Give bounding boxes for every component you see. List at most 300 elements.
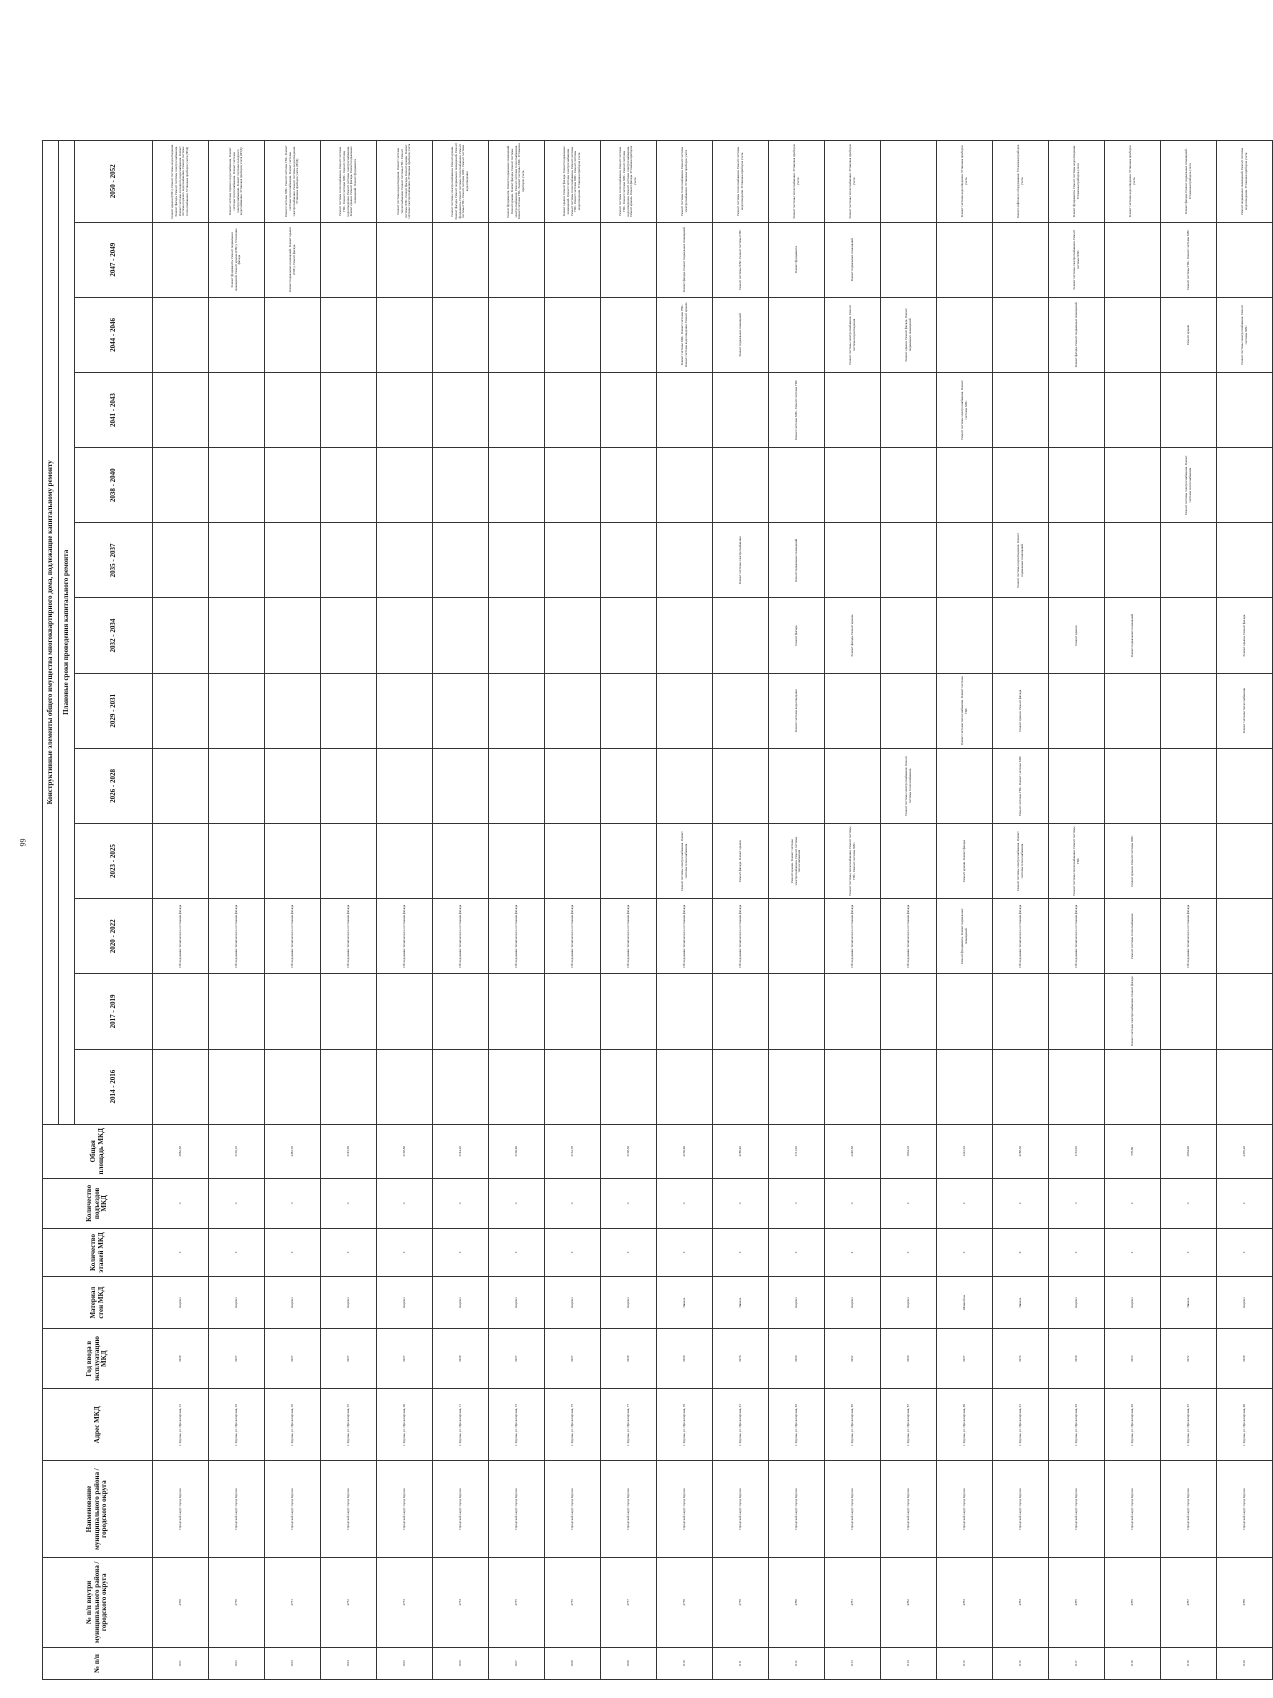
cell-year: 1968 [433,1329,489,1389]
cell-year: 1959 [1049,1329,1105,1389]
cell-works: Ремонт системы электроснабжения. Ремонт системы ХВС [1217,297,1273,372]
cell-works [1217,974,1273,1049]
cell-works [321,974,377,1049]
cell-works [209,448,265,523]
cell-year: 1968 [601,1329,657,1389]
cell-works [1049,974,1105,1049]
cell-works: Ремонт системы электроснабжения. Ремонт системы теплоснабжения [1161,448,1217,523]
cell-works [377,222,433,297]
cell-works: Обследование технического состояния фасада [153,899,209,974]
cell-entrances: 2 [937,1178,993,1228]
cell-works [1105,523,1161,598]
cell-sub: 4778 [657,1557,713,1647]
cell-works [153,1049,209,1124]
cell-works [489,222,545,297]
cell-floors: 2 [1105,1228,1161,1276]
table-row [1049,141,1105,1680]
cell-wall: Кирпич [321,1277,377,1329]
cell-works [1049,673,1105,748]
cell-sub: 4770 [209,1557,265,1647]
cell-works [321,297,377,372]
cell-works: Ремонт системы электроснабжения. Ремонт системы теплоснабжения [657,824,713,899]
cell-floors: 5 [209,1228,265,1276]
table-row [657,141,713,1680]
cell-num: 1108 [545,1647,601,1679]
cell-works [1161,673,1217,748]
cell-works: Ремонт подвальных помещений. Ремонт крыши (РПС). Ремонт фасада [265,222,321,297]
cell-works [377,673,433,748]
header-num: № п/п [43,1647,153,1679]
cell-address: г. Курган, ул. Пролетарская, 77 [601,1389,657,1461]
cell-works: Ремонт крыши. Ремонт фасада. Ремонт подвальных помещений. Ремонт системы электроснабжения. Ремонт системы теплоснабжения. Ремонт системы ГВС. Ремонт системы ХВС. Ремонт системы водоотведения. Установка приборов учета [545,141,601,223]
cell-num: 1109 [601,1647,657,1679]
cell-year: 1953 [1105,1329,1161,1389]
cell-wall: Кирпич [1217,1277,1273,1329]
cell-works [1049,748,1105,823]
cell-works [153,372,209,447]
cell-works [881,824,937,899]
cell-works [209,824,265,899]
table-body [153,141,1273,1680]
cell-works [433,598,489,673]
period-header: 2035 - 2037 [75,523,153,598]
cell-works [321,448,377,523]
cell-floors: 5 [545,1228,601,1276]
cell-works: Обследование технического состояния фасада [433,899,489,974]
cell-works [825,748,881,823]
header-entrances: Количество подъездов МКД [43,1178,153,1228]
cell-wall: Кирпич [825,1277,881,1329]
cell-works: Обследование технического состояния фасада [713,899,769,974]
cell-floors: 3 [1049,1228,1105,1276]
cell-entrances: 4 [601,1178,657,1228]
cell-works [1217,1049,1273,1124]
cell-district: Городской округ город Курган [377,1461,433,1557]
cell-works: Ремонт системы теплоснабжения. Ремонт системы ГВС. Ремонт системы ХВС [825,824,881,899]
cell-address: г. Курган, ул. Пролетарская, 73 [489,1389,545,1461]
cell-works: Обследование технического состояния фасада [881,899,937,974]
cell-works: Ремонт фундамента. Ремонт подвальных помещений. Ремонт крыши (РПС). Утепление фасада [209,222,265,297]
cell-floors: 9 [993,1228,1049,1276]
cell-wall: Кирпич [153,1277,209,1329]
period-header: 2032 - 2034 [75,598,153,673]
cell-district: Городской округ город Курган [545,1461,601,1557]
cell-wall: Кирпич [601,1277,657,1329]
cell-num: 1101 [153,1647,209,1679]
cell-works [657,1049,713,1124]
cell-works [433,448,489,523]
cell-address: г. Курган, ул. Пролетарская, 69 [377,1389,433,1461]
cell-works [489,297,545,372]
cell-wall: Шлакоблок [937,1277,993,1329]
period-header: 2050 - 2052 [75,141,153,223]
cell-area: 1711,60 [769,1124,825,1178]
cell-works: Ремонт системы теплоснабжения. Ремонт системы водоотведения. Установка приборов учета [713,141,769,223]
cell-district: Городской округ город Курган [657,1461,713,1557]
cell-works: Ремонт фасада. Ремонт крыши [713,824,769,899]
cell-wall: Кирпич [1049,1277,1105,1329]
cell-works: Ремонт подвальных помещений. Ремонт системы водоотведения. Установка приборов учета [1217,141,1273,223]
cell-address: г. Курган, ул. Пролетарская, 65 [265,1389,321,1461]
table-row [937,141,993,1680]
cell-address: г. Курган, ул. Пролетарская, 89 [937,1389,993,1461]
cell-district: Городской округ город Курган [1105,1461,1161,1557]
cell-num: 1118 [1105,1647,1161,1679]
cell-works: Ремонт системы водоотведения. Установка приборов учета [937,141,993,223]
cell-works [1217,824,1273,899]
cell-area: 3160,90 [489,1124,545,1178]
cell-works [545,297,601,372]
cell-entrances: 4 [1161,1178,1217,1228]
cell-entrances: 4 [377,1178,433,1228]
cell-district: Городской округ город Курган [153,1461,209,1557]
cell-works [1161,1049,1217,1124]
cell-district: Городской округ город Курган [433,1461,489,1557]
cell-works: Ремонт системы водоотведения. Установка приборов учета [1105,141,1161,223]
cell-works [321,598,377,673]
cell-works [769,748,825,823]
cell-floors: 5 [601,1228,657,1276]
cell-works: Ремонт фундамента [769,222,825,297]
cell-district: Городской округ город Курган [321,1461,377,1557]
cell-works [209,748,265,823]
cell-works [1049,1049,1105,1124]
cell-address: г. Курган, ул. Пролетарская, 87 [881,1389,937,1461]
cell-works: Ремонт крыши (РПС). Ремонт системы водоотведения. Ремонт фасада. Ремонт системы электроснабжения. Ремонт системы холодного водоснабжения. Ремонт системы горячего водоснабжения. Ремонт системы теплоснабжения. Установка приборов учета (ПУД) [153,141,209,223]
cell-area: 4188,30 [993,1124,1049,1178]
cell-works [937,598,993,673]
cell-year: 1967 [209,1329,265,1389]
cell-works [433,372,489,447]
cell-works [209,1049,265,1124]
cell-works: Ремонт крыши [1161,297,1217,372]
cell-works [1217,372,1273,447]
cell-works [321,1049,377,1124]
cell-works [545,673,601,748]
cell-works [265,372,321,447]
cell-works: Ремонт системы водоотведения. Ремонт системы теплоснабжения. Ремонт системы ГВС. Ремонт системы ХВС. Ремонт фасада. Ремонт крыши. Ремонт системы электроснабжения. Установка приборов учета [377,141,433,223]
table-row [1161,141,1217,1680]
period-header: 2029 - 2031 [75,673,153,748]
period-header: 2017 - 2019 [75,974,153,1049]
cell-address: г. Курган, ул. Пролетарская, 75 [545,1389,601,1461]
cell-works [489,523,545,598]
capital-repair-table-page [42,140,1248,1680]
header-sub-num: № п/п внутри муниципального района / городского округа [43,1557,153,1647]
cell-sub: 4772 [321,1557,377,1647]
cell-works [377,598,433,673]
table-row [769,141,825,1680]
header-wall: Материал стен МКД [43,1277,153,1329]
cell-floors: 5 [489,1228,545,1276]
cell-works [1161,523,1217,598]
cell-year: 1967 [545,1329,601,1389]
cell-works [937,222,993,297]
cell-floors: 3 [769,1228,825,1276]
cell-works [881,673,937,748]
period-header: 2038 - 2040 [75,448,153,523]
cell-works: Ремонт системы ГВС. Ремонт системы ХВС [993,748,1049,823]
cell-works [545,974,601,1049]
cell-address: г. Курган, ул. Пролетарская, 91 [993,1389,1049,1461]
cell-entrances: 3 [1049,1178,1105,1228]
table-row [1105,141,1161,1680]
cell-district: Городской округ город Курган [601,1461,657,1557]
cell-entrances: 2 [1217,1178,1273,1228]
cell-floors: 5 [713,1228,769,1276]
cell-year: 1967 [265,1329,321,1389]
cell-entrances: 3 [265,1178,321,1228]
cell-works [545,598,601,673]
cell-district: Городской округ город Курган [1217,1461,1273,1557]
cell-floors: 5 [1217,1228,1273,1276]
cell-address: г. Курган, ул. Пролетарская, 99 [1217,1389,1273,1461]
cell-works [321,523,377,598]
cell-works [1217,748,1273,823]
cell-wall: Панель [657,1277,713,1329]
cell-works [601,673,657,748]
cell-works [209,297,265,372]
cell-works [1161,598,1217,673]
cell-works [209,673,265,748]
cell-entrances: 4 [713,1178,769,1228]
cell-works [1105,1049,1161,1124]
cell-works [825,673,881,748]
cell-entrances: 4 [433,1178,489,1228]
cell-works [265,673,321,748]
cell-floors: 5 [153,1228,209,1276]
cell-works [265,448,321,523]
cell-works [1105,297,1161,372]
cell-num: 1114 [881,1647,937,1679]
cell-district: Городской округ город Курган [489,1461,545,1557]
cell-works: Ремонт крыши [1049,598,1105,673]
cell-works: Ремонт подвальных помещений [825,222,881,297]
cell-floors: 5 [377,1228,433,1276]
cell-works: Ремонт крыши. Ремонт системы ХВС [1105,824,1161,899]
cell-works [489,824,545,899]
cell-district: Городской округ город Курган [825,1461,881,1557]
cell-works [881,598,937,673]
cell-works [545,448,601,523]
cell-works [881,523,937,598]
cell-works [265,1049,321,1124]
cell-works [489,974,545,1049]
cell-works: Обследование технического состояния фасада [545,899,601,974]
cell-entrances: 2 [881,1178,937,1228]
cell-works [881,974,937,1049]
cell-year: 1967 [377,1329,433,1389]
cell-district: Городской округ город Курган [881,1461,937,1557]
cell-works: Ремонт фасада. Ремонт подвальных помещений [657,222,713,297]
cell-district: Городской округ город Курган [713,1461,769,1557]
cell-works [1105,748,1161,823]
cell-works: Ремонт системы электроснабжения. Ремонт системы ХВС [937,372,993,447]
cell-works: Ремонт крыши. Ремонт фасада [993,673,1049,748]
cell-year: 1962 [825,1329,881,1389]
cell-area: 3138,30 [601,1124,657,1178]
cell-works [601,297,657,372]
cell-works [377,372,433,447]
cell-works: Ремонт фасада. Ремонт крыши [825,598,881,673]
cell-works: Ремонт подвальных помещений [1105,598,1161,673]
cell-works [489,372,545,447]
cell-address: г. Курган, ул. Пролетарская, 61 [153,1389,209,1461]
cell-works [1161,748,1217,823]
cell-area: 2248,50 [825,1124,881,1178]
cell-sub: 4776 [545,1557,601,1647]
cell-area: 3152,70 [545,1124,601,1178]
cell-entrances: 2 [1105,1178,1161,1228]
cell-works: Ремонт системы теплоснабжения. Ремонт системы ГВС [1049,824,1105,899]
table-row [377,141,433,1680]
cell-works [489,673,545,748]
cell-sub: 4783 [937,1557,993,1647]
table-row [601,141,657,1680]
cell-address: г. Курган, ул. Пролетарская, 97 [1161,1389,1217,1461]
cell-works: Ремонт системы ХВС. Ремонт системы ГВС. Ремонт системы теплоснабжения. Ремонт системы электроснабжения. Ремонт системы водоотведения. Установка приборов учета (ПУД) [265,141,321,223]
cell-area: 1222,10 [937,1124,993,1178]
cell-works [209,372,265,447]
cell-entrances: 3 [769,1178,825,1228]
cell-works: Ремонт лифтового оборудования. Установка приборов учета [993,141,1049,223]
cell-entrances: 4 [545,1178,601,1228]
cell-works [937,974,993,1049]
header-elements: Конструктивные элементы общего имущества многоквартирного дома, подлежащие капитальному ремонту [43,141,59,1125]
cell-works: Обследование технического состояния фасада [209,899,265,974]
cell-wall: Кирпич [769,1277,825,1329]
cell-works [993,598,1049,673]
cell-floors: 5 [1161,1228,1217,1276]
header-planned-periods: Плановые сроки проведения капитального ремонта [59,141,75,1125]
cell-wall: Кирпич [545,1277,601,1329]
cell-works: Обследование технического состояния фасада [657,899,713,974]
cell-works [937,448,993,523]
cell-year: 1967 [489,1329,545,1389]
cell-address: г. Курган, ул. Пролетарская, 81 [713,1389,769,1461]
cell-sub: 4781 [825,1557,881,1647]
table-row [321,141,377,1680]
cell-works [769,974,825,1049]
cell-district: Городской округ город Курган [993,1461,1049,1557]
cell-area: 2483,70 [265,1124,321,1178]
cell-year: 1967 [321,1329,377,1389]
cell-works [153,598,209,673]
cell-works [825,448,881,523]
cell-year: 1957 [937,1329,993,1389]
cell-works: Ремонт крыши. Ремонт фасада [1217,598,1273,673]
header-year: Год ввода в эксплуатацию МКД [43,1329,153,1389]
cell-works [601,824,657,899]
cell-works [209,598,265,673]
cell-num: 1117 [1049,1647,1105,1679]
cell-works [377,448,433,523]
cell-works [881,222,937,297]
cell-works [601,748,657,823]
cell-works: Обследование технического состояния фасада [1161,899,1217,974]
cell-area: 1064,10 [881,1124,937,1178]
cell-num: 1105 [377,1647,433,1679]
cell-floors: 5 [433,1228,489,1276]
cell-sub: 4777 [601,1557,657,1647]
header-address: Адрес МКД [43,1389,153,1461]
cell-address: г. Курган, ул. Пролетарская, 63 [209,1389,265,1461]
cell-area: 3082,50 [153,1124,209,1178]
cell-works [601,523,657,598]
cell-works [993,222,1049,297]
period-header: 2041 - 2043 [75,372,153,447]
cell-works: Обследование технического состояния фасада [265,899,321,974]
cell-address: г. Курган, ул. Пролетарская, 79 [657,1389,713,1461]
period-header: 2023 - 2025 [75,824,153,899]
cell-num: 1106 [433,1647,489,1679]
cell-works [993,297,1049,372]
cell-works [153,974,209,1049]
cell-works: Ремонт системы теплоснабжения [1105,899,1161,974]
cell-works [377,748,433,823]
cell-works: Обследование технического состояния фасада [1049,899,1105,974]
cell-works [657,598,713,673]
period-header: 2047 - 2049 [75,222,153,297]
cell-entrances: 4 [657,1178,713,1228]
cell-works: Ремонт системы теплоснабжения. Установка приборов учета [825,141,881,223]
cell-num: 1112 [769,1647,825,1679]
cell-works [153,222,209,297]
cell-works [657,673,713,748]
cell-works: Ремонт системы электроснабжения. Ремонт фасада [1105,974,1161,1049]
cell-wall: Панель [713,1277,769,1329]
cell-works [265,824,321,899]
table-row [489,141,545,1680]
cell-works [265,748,321,823]
table-row [265,141,321,1680]
cell-entrances: 4 [209,1178,265,1228]
cell-works [769,1049,825,1124]
cell-works: Ремонт системы водоотведения [769,673,825,748]
cell-year: 1969 [657,1329,713,1389]
cell-works [153,673,209,748]
cell-works [881,141,937,223]
cell-works: Ремонт системы теплоснабжения. Ремонт системы ГВС. Ремонт системы ХВС. Ремонт системы водоотведения. Ремонт системы электроснабжения. Ремонт крыши. Ремонт фасада. Установка приборов учета [601,141,657,223]
cell-works: Ремонт фундамента. Ремонт системы водоотведения. Установка приборов учета [1049,141,1105,223]
cell-works: Ремонт системы электроснабжения. Ремонт системы ХВС [1049,222,1105,297]
cell-area: 4160,90 [657,1124,713,1178]
cell-works [545,372,601,447]
cell-works [265,598,321,673]
cell-area: 2964,00 [1161,1124,1217,1178]
cell-works [825,372,881,447]
table-row [209,141,265,1680]
cell-sub: 4788 [1217,1557,1273,1647]
cell-floors: 5 [657,1228,713,1276]
cell-entrances: 4 [321,1178,377,1228]
cell-works [321,222,377,297]
cell-works [937,748,993,823]
cell-works [433,297,489,372]
cell-sub: 4787 [1161,1557,1217,1647]
cell-works [265,974,321,1049]
cell-year: 1960 [769,1329,825,1389]
cell-works [545,1049,601,1124]
cell-area: 3158,80 [377,1124,433,1178]
cell-works [601,598,657,673]
cell-district: Городской округ город Курган [769,1461,825,1557]
cell-works [713,748,769,823]
cell-works [265,523,321,598]
cell-works [1049,448,1105,523]
cell-address: г. Курган, ул. Пролетарская, 67 [321,1389,377,1461]
cell-works [769,297,825,372]
